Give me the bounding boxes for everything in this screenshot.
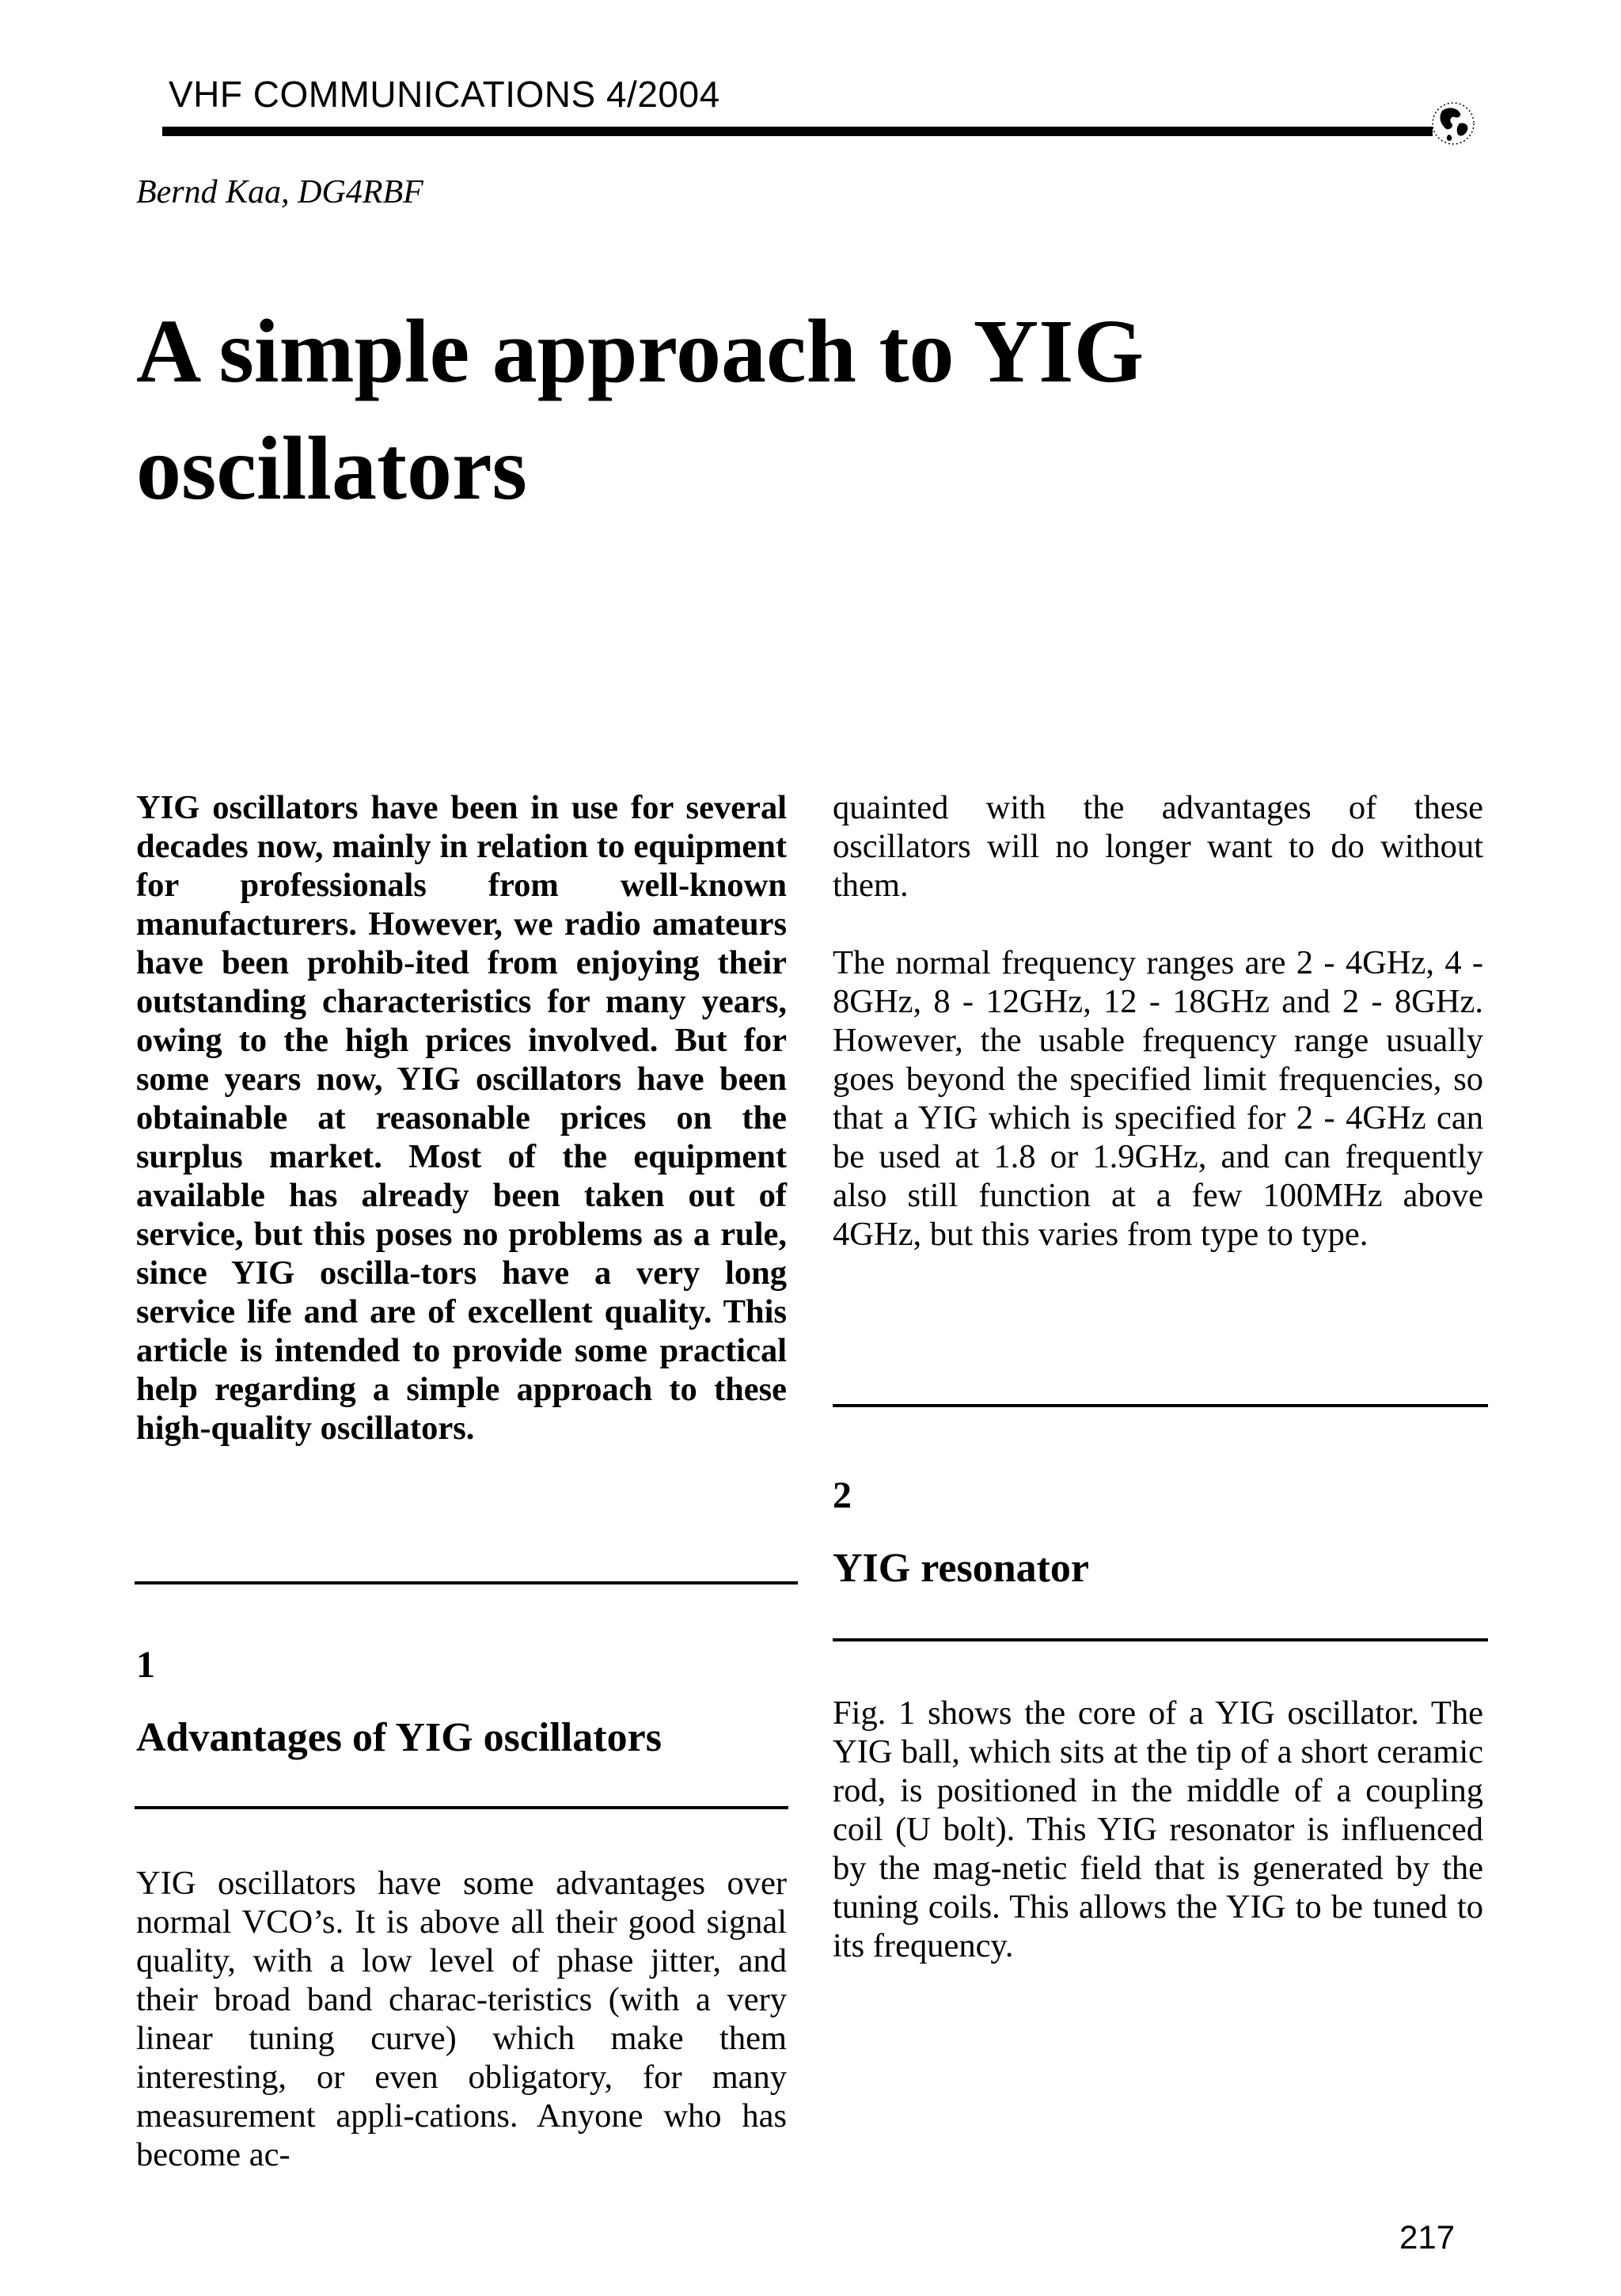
- section-2-number: 2: [833, 1474, 852, 1516]
- frequency-ranges-paragraph: The normal frequency ranges are 2 - 4GHz, 4 - 8GHz, 8 - 12GHz, 12 - 18GHz and 2 - 8GHz. However, the usable frequency range usually goes beyond the specified limit frequencies, so that a YIG which is specified for 2 - 4GHz can be used at 1.8 or 1.9GHz, and can frequently also still function at a few 100MHz above 4GHz, but this varies from type to type.: [833, 944, 1483, 1253]
- page-number: 217: [1399, 2218, 1456, 2256]
- author-byline: Bernd Kaa, DG4RBF: [136, 174, 423, 211]
- running-head: VHF COMMUNICATIONS 4/2004: [169, 74, 720, 115]
- section-2-text: Fig. 1 shows the core of a YIG oscillator. The YIG ball, which sits at the tip of a short ceramic rod, is positioned in the middle of a coupling coil (U bolt). This YIG resonator is influenced by the mag-netic field that is generated by the tuning coils. This allows the YIG to be tuned to its frequency.: [833, 1694, 1483, 1964]
- section-1-number: 1: [136, 1644, 155, 1686]
- section-2-body: [833, 1694, 1483, 1965]
- right-column: [833, 788, 1483, 1254]
- section-1-rule-bottom: [135, 1806, 788, 1809]
- section-2-title: YIG resonator: [833, 1546, 1090, 1591]
- globe-icon: [1425, 95, 1482, 152]
- header-rule: [162, 127, 1433, 136]
- title-line-2: oscillators: [136, 418, 527, 518]
- section-2-rule-top: [833, 1404, 1488, 1407]
- continuation-paragraph: quainted with the advantages of these oscillators will no longer want to do without them.: [833, 789, 1483, 904]
- abstract: YIG oscillators have been in use for several decades now, mainly in relation to equipment for professionals from well-known manufacturers. However, we radio amateurs have been prohib-ited from enjoying their outstanding characteristics for many years, owing to the high prices involved. But for some years now, YIG oscillators have been obtainable at reasonable prices on the surplus market. Most of the equipment available has already been taken out of service, but this poses no problems as a rule, since YIG oscilla-tors have a very long service life and are of excellent quality. This article is intended to provide some practical help regarding a simple approach to these high-quality oscillators.: [136, 789, 787, 1447]
- section-1-title: Advantages of YIG oscillators: [136, 1715, 662, 1760]
- section-1-rule-top: [135, 1581, 798, 1584]
- section-1-body: [136, 1864, 787, 2174]
- section-1-text: YIG oscillators have some advantages over normal VCO’s. It is above all their good signal quality, with a low level of phase jitter, and their broad band charac-teristics (with a very linear tuning curve) which make them interesting, or even obligatory, for many measurement appli-cations. Anyone who has become ac-: [136, 1865, 787, 2173]
- section-2-rule-bottom: [833, 1638, 1488, 1641]
- article-title: [136, 293, 1482, 527]
- left-column: [136, 788, 787, 1448]
- title-line-1: A simple approach to YIG: [136, 301, 1145, 401]
